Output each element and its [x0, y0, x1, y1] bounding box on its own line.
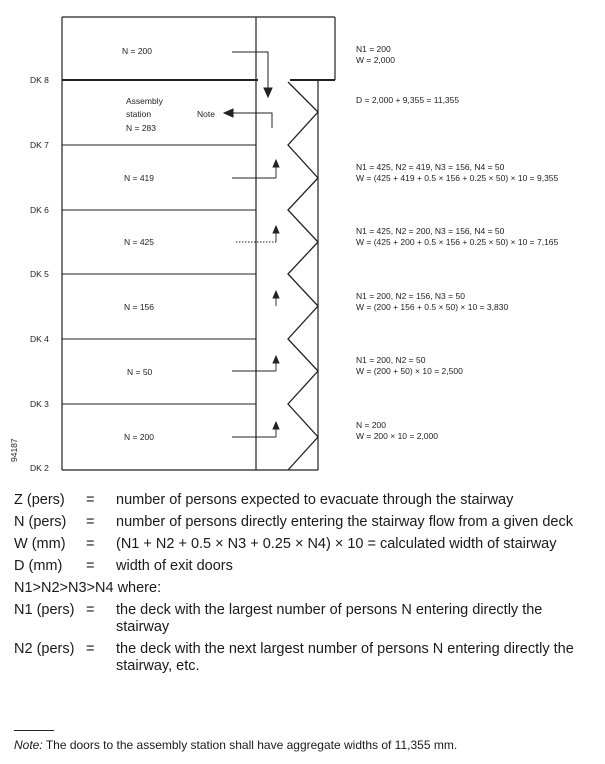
legend-symbol: W (mm)	[14, 536, 66, 552]
zone-n: N = 200	[124, 432, 155, 442]
legend-row-w	[14, 536, 594, 553]
deck-label: DK 8	[30, 75, 49, 85]
footnote-label: Note:	[14, 738, 43, 752]
assembly-exit-arrow	[224, 109, 272, 128]
equals-sign: =	[86, 602, 95, 618]
legend-symbol: N (pers)	[14, 514, 67, 530]
zone-n: N = 419	[124, 173, 155, 183]
legend-symbol: N2 (pers)	[14, 641, 75, 657]
deck-label: DK 2	[30, 463, 49, 473]
assembly-title: station	[126, 109, 152, 119]
note-divider	[14, 730, 54, 731]
legend-row-n1	[14, 602, 594, 636]
zone-n: N = 156	[124, 302, 155, 312]
calc-line: W = (200 + 50) × 10 = 2,500	[356, 366, 463, 376]
legend-order: N1>N2>N3>N4 where:	[14, 580, 162, 596]
calc-line: N1 = 200	[356, 44, 391, 54]
calc-line: N = 200	[356, 420, 387, 430]
legend-row-z	[14, 492, 594, 509]
calc-line: N1 = 425, N2 = 419, N3 = 156, N4 = 50	[356, 162, 505, 172]
zone-n: N = 425	[124, 237, 155, 247]
assembly-n: N = 283	[126, 123, 157, 133]
legend-symbol: Z (pers)	[14, 492, 65, 508]
footnote	[14, 738, 599, 752]
legend-definition: number of persons expected to evacuate through the stairway	[116, 492, 514, 508]
equals-sign: =	[86, 536, 95, 552]
legend-definition: number of persons directly entering the stairway flow from a given deck	[116, 514, 573, 530]
legend-definition: the deck with the next largest number of persons N entering directly the stairway, etc.	[116, 641, 574, 674]
figure-id: 94187	[9, 438, 19, 462]
legend-definition: the deck with the largest number of persons N entering directly the stairway	[116, 602, 543, 635]
flow-arrow-top	[232, 52, 272, 97]
assembly-title: Assembly	[126, 96, 163, 106]
calc-line: N1 = 425, N2 = 200, N3 = 156, N4 = 50	[356, 226, 505, 236]
equals-sign: =	[86, 641, 95, 657]
calc-line: N1 = 200, N2 = 156, N3 = 50	[356, 291, 465, 301]
deck-labels	[30, 75, 49, 473]
calc-line: D = 2,000 + 9,355 = 11,355	[356, 95, 460, 105]
legend-symbol: D (mm)	[14, 558, 63, 574]
legend-definition: (N1 + N2 + 0.5 × N3 + 0.25 × N4) × 10 = calculated width of stairway	[116, 536, 557, 552]
legend-row-d	[14, 558, 594, 575]
legend-row-n2	[14, 641, 594, 675]
deck-label: DK 5	[30, 269, 49, 279]
deck-label: DK 7	[30, 140, 49, 150]
equals-sign: =	[86, 558, 95, 574]
legend-definition: width of exit doors	[116, 558, 233, 574]
equals-sign: =	[86, 492, 95, 508]
calc-line: N1 = 200, N2 = 50	[356, 355, 426, 365]
calc-line: W = 200 × 10 = 2,000	[356, 431, 438, 441]
stairway-zigzag	[288, 82, 318, 470]
deck-label: DK 4	[30, 334, 49, 344]
calc-line: W = (425 + 419 + 0.5 × 156 + 0.25 × 50) × 10 = 9,355	[356, 173, 559, 183]
zone-n: N = 50	[127, 367, 153, 377]
deck-label: DK 3	[30, 399, 49, 409]
legend-row-n	[14, 514, 594, 531]
equals-sign: =	[86, 514, 95, 530]
calc-line: W = 2,000	[356, 55, 395, 65]
calc-line: W = (425 + 200 + 0.5 × 156 + 0.25 × 50) × 10 = 7,165	[356, 237, 559, 247]
calc-line: W = (200 + 156 + 0.5 × 50) × 10 = 3,830	[356, 302, 509, 312]
building-frame	[62, 17, 335, 470]
note-label: Note	[197, 109, 215, 119]
legend-symbol: N1 (pers)	[14, 602, 75, 618]
footnote-text: The doors to the assembly station shall have aggregate widths of 11,355 mm.	[45, 738, 458, 752]
legend	[14, 492, 594, 680]
deck-label: DK 6	[30, 205, 49, 215]
top-zone-n: N = 200	[122, 46, 153, 56]
